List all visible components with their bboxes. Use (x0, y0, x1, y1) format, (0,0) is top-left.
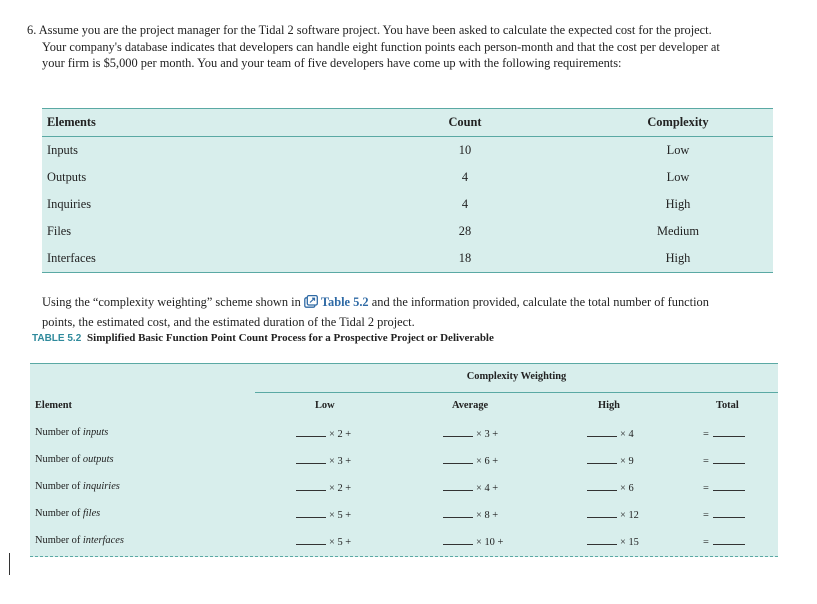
low-weight: × 2 + (296, 481, 351, 494)
header-low: Low (315, 400, 335, 411)
table-5-2-link[interactable]: Table 5.2 (320, 295, 369, 309)
text-cursor (9, 553, 10, 575)
low-weight: × 5 + (296, 508, 351, 521)
total-cell: = (703, 481, 748, 494)
row-element: Inquiries (42, 191, 347, 218)
requirements-header-row (42, 109, 773, 137)
question-line-3: your firm is $5,000 per month. You and your team of five developers have come up with the following requirements: (42, 56, 622, 71)
table-row (42, 164, 773, 191)
row-complexity: High (583, 191, 773, 218)
row-complexity: High (583, 245, 773, 273)
total-cell: = (703, 427, 748, 440)
row-element: Inputs (42, 137, 347, 165)
row-label: Number of files (35, 508, 101, 519)
total-cell: = (703, 508, 748, 521)
table-row (42, 245, 773, 273)
row-label: Number of outputs (35, 454, 114, 465)
row-count: 18 (347, 245, 583, 273)
header-complexity: Complexity (583, 109, 773, 137)
requirements-table (42, 108, 773, 273)
row-complexity: Medium (583, 218, 773, 245)
table-row (30, 481, 778, 501)
question-line-1: 6. Assume you are the project manager for the Tidal 2 software project. You have been asked to calculate the expected cost for the project. (27, 23, 712, 37)
table-row (30, 508, 778, 528)
header-high: High (598, 400, 620, 411)
table-title: Simplified Basic Function Point Count Process for a Prospective Project or Deliverable (87, 332, 494, 344)
question-text (27, 22, 797, 72)
table-row (42, 191, 773, 218)
header-total: Total (716, 400, 739, 411)
row-label: Number of inputs (35, 427, 109, 438)
row-complexity: Low (583, 164, 773, 191)
row-count: 28 (347, 218, 583, 245)
table-row (30, 454, 778, 474)
low-weight: × 2 + (296, 427, 351, 440)
average-weight: × 8 + (443, 508, 498, 521)
total-cell: = (703, 535, 748, 548)
average-weight: × 4 + (443, 481, 498, 494)
low-weight: × 5 + (296, 535, 351, 548)
instruction-pre: Using the “complexity weighting” scheme shown in (42, 295, 301, 309)
row-count: 4 (347, 164, 583, 191)
row-count: 4 (347, 191, 583, 218)
average-weight: × 3 + (443, 427, 498, 440)
average-weight: × 10 + (443, 535, 503, 548)
header-element: Element (35, 400, 72, 411)
high-weight: × 12 (587, 508, 639, 521)
question-line-2: Your company's database indicates that developers can handle eight function points each person-month and that the cost per developer at (42, 39, 720, 54)
external-link-icon[interactable] (304, 295, 318, 313)
instruction-line-2: points, the estimated cost, and the estimated duration of the Tidal 2 project. (42, 315, 415, 329)
low-weight: × 3 + (296, 454, 351, 467)
high-weight: × 15 (587, 535, 639, 548)
complexity-weighting-header: Complexity Weighting (255, 364, 778, 393)
table-row (30, 427, 778, 447)
table-row (42, 218, 773, 245)
row-element: Interfaces (42, 245, 347, 273)
row-complexity: Low (583, 137, 773, 165)
header-elements: Elements (42, 109, 347, 137)
average-weight: × 6 + (443, 454, 498, 467)
high-weight: × 4 (587, 427, 634, 440)
row-label: Number of interfaces (35, 535, 124, 546)
function-point-table (30, 363, 778, 557)
instruction-text (42, 293, 782, 331)
table-row (42, 137, 773, 165)
row-count: 10 (347, 137, 583, 165)
table-caption (32, 332, 494, 344)
row-element: Outputs (42, 164, 347, 191)
row-label: Number of inquiries (35, 481, 120, 492)
header-average: Average (452, 400, 489, 411)
high-weight: × 6 (587, 481, 634, 494)
high-weight: × 9 (587, 454, 634, 467)
table-row (30, 535, 778, 555)
table-label: TABLE 5.2 (32, 333, 82, 344)
instruction-post: and the information provided, calculate the total number of function (371, 295, 709, 309)
row-element: Files (42, 218, 347, 245)
total-cell: = (703, 454, 748, 467)
header-count: Count (347, 109, 583, 137)
